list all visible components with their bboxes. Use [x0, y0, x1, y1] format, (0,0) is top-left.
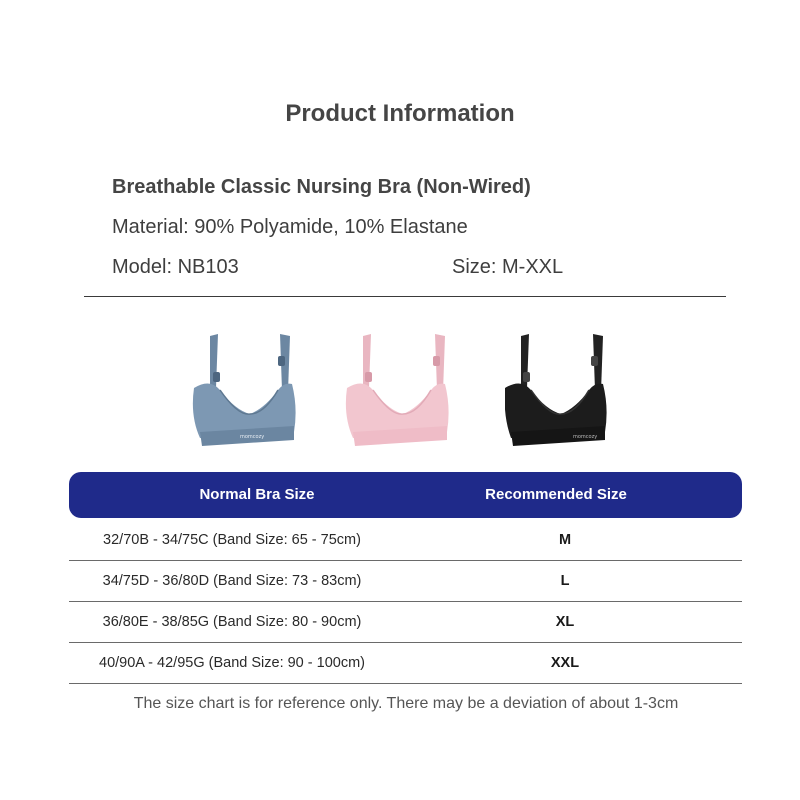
normal-size-cell: 32/70B - 34/75C (Band Size: 65 - 75cm)	[103, 532, 361, 548]
table-row	[69, 561, 742, 602]
product-material: Material: 90% Polyamide, 10% Elastane	[112, 216, 468, 238]
size-chart-note: The size chart is for reference only. There may be a deviation of about 1-3cm	[133, 695, 679, 712]
normal-size-cell: 40/90A - 42/95G (Band Size: 90 - 100cm)	[99, 655, 365, 671]
pink-bra-image	[343, 328, 475, 448]
recommended-size-cell: XL	[555, 614, 575, 630]
size-table-header	[69, 472, 742, 518]
table-row	[69, 602, 742, 643]
table-row	[69, 643, 742, 684]
header-normal-bra-size: Normal Bra Size	[199, 486, 315, 503]
recommended-size-cell: XXL	[550, 655, 580, 671]
normal-size-cell: 36/80E - 38/85G (Band Size: 80 - 90cm)	[102, 614, 362, 630]
table-row	[69, 520, 742, 561]
product-size-range: Size: M-XXL	[452, 256, 564, 278]
black-bra-image	[505, 328, 637, 448]
page-title: Product Information	[285, 100, 515, 127]
header-recommended-size: Recommended Size	[485, 486, 627, 503]
recommended-size-cell: M	[558, 532, 572, 548]
recommended-size-cell: L	[560, 573, 570, 589]
normal-size-cell: 34/75D - 36/80D (Band Size: 73 - 83cm)	[102, 573, 362, 589]
blue-bra-image	[180, 328, 312, 448]
svg-text:momcozy: momcozy	[240, 434, 265, 440]
product-name: Breathable Classic Nursing Bra (Non-Wired)	[112, 176, 531, 198]
product-model: Model: NB103	[112, 256, 239, 278]
svg-text:momcozy: momcozy	[573, 434, 598, 440]
section-divider	[84, 296, 726, 297]
